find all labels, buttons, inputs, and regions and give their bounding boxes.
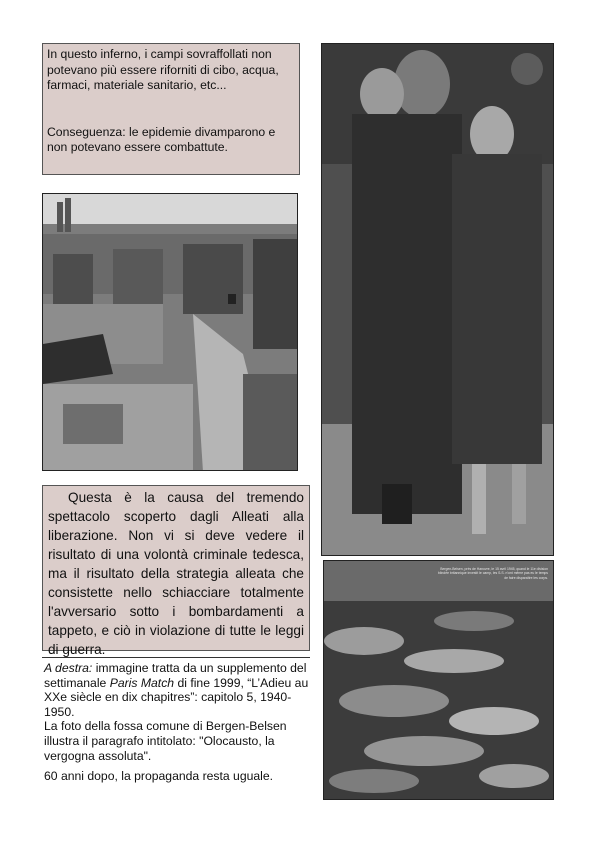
intro-text-box <box>42 43 300 175</box>
grave-photo-caption: Bergen-Belsen, près de Hanovre, le 15 avril 1945, quand le 11e division blindée britannique investit le camp, les S.S. n'ont même pas eu le temps de faire disparaître les corps. <box>438 567 548 580</box>
caption-text-2: di fine 1999, “L’Adieu au XXe siècle en dix chapitres”: capitolo 5, 1940-1950. <box>44 675 309 719</box>
caption-conclusion: 60 anni dopo, la propaganda resta uguale. <box>44 769 274 784</box>
caption-source <box>44 661 314 719</box>
mass-grave-photo <box>323 560 554 800</box>
intro-paragraph: In questo inferno, i campi sovraffollati non potevano più essere riforniti di cibo, acqua, farmaci, materiale sanitario, etc... <box>47 47 279 92</box>
explanation-text-box <box>42 485 310 657</box>
image-caption <box>44 661 314 784</box>
magazine-name: Paris Match <box>109 675 175 690</box>
survivors-photo <box>321 43 554 556</box>
explanation-paragraph: Questa è la causa del tremendo spettacolo scoperto dagli Alleati alla liberazione. Non vi si deve vedere il risultato di una volontà criminale tedesca, ma il risultato della strategia alleata che consistette nello schiacciare totalmente l'avversario sotto i bombardamenti a tappeto, e ciò in violazione di tutte le leggi di guerra. <box>48 490 304 657</box>
caption-photo-note: La foto della fossa comune di Bergen-Belsen illustra il paragrafo intitolato: "Olocausto, la vergogna assoluta". <box>44 719 287 763</box>
caption-text-1: immagine tratta da un supplemento del settimanale <box>44 661 307 690</box>
bombed-city-photo <box>42 193 298 471</box>
caption-lead: A destra: <box>44 661 93 675</box>
caption-divider <box>42 657 310 658</box>
consequence-paragraph: Conseguenza: le epidemie divamparono e non potevano essere combattute. <box>47 124 276 154</box>
